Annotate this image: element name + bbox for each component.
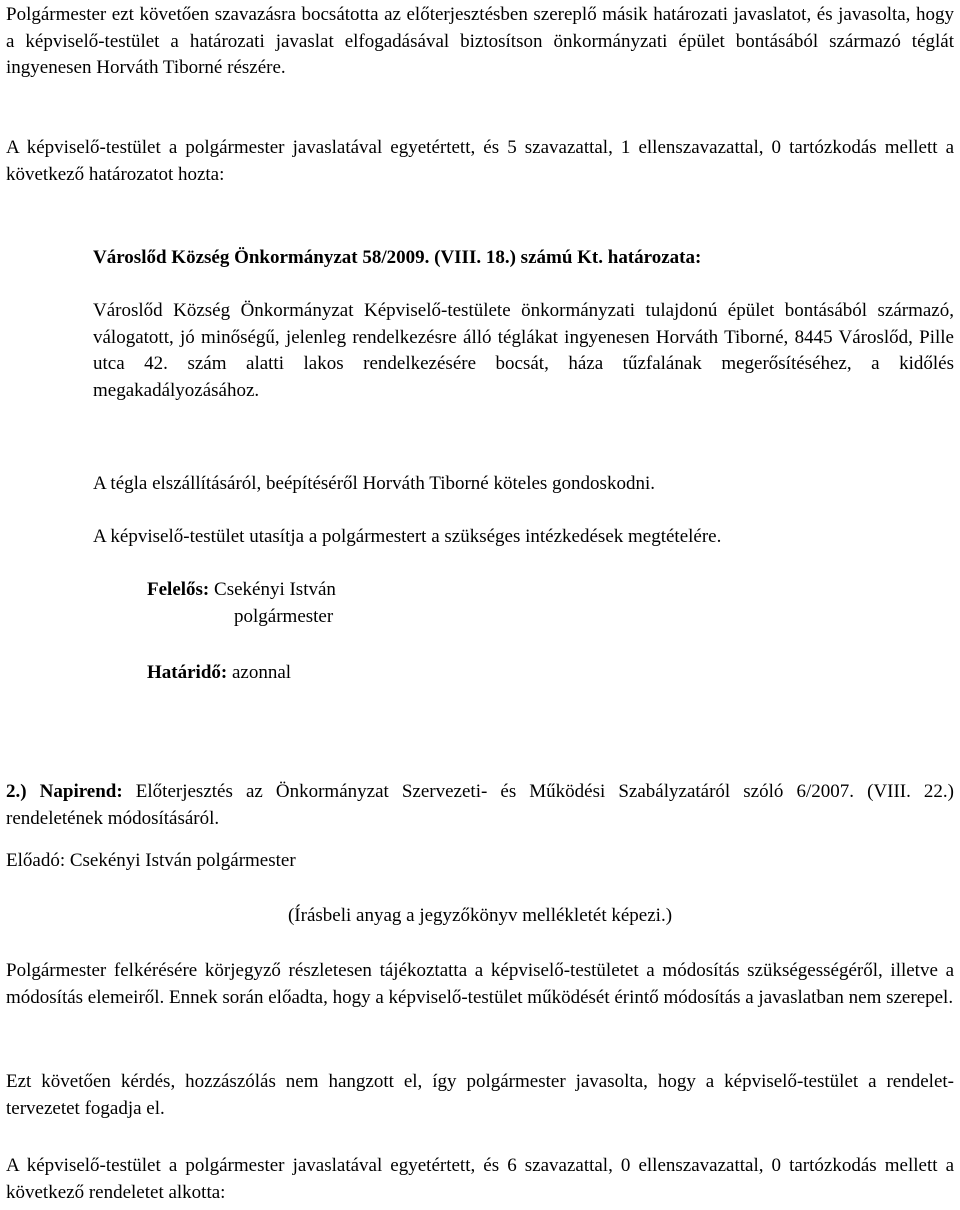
agenda-text: Előterjesztés az Önkormányzat Szervezeti- és Működési Szabályzatáról szóló 6/2007. (VIII. 22.) rendeletének módosításáról. xyxy=(6,781,954,829)
paragraph-no-questions: Ezt követően kérdés, hozzászólás nem hangzott el, így polgármester javasolta, hogy a képviselő-testület a rendelet-tervezetet fogadja el. xyxy=(6,1071,954,1119)
paragraph-vote-intro: Polgármester ezt követően szavazásra bocsátotta az előterjesztésben szereplő másik határozati javaslatot, és javasolta, hogy a képviselő-testület a határozati javaslat elfogadásával biztosítson önkormányzati épület bontásából származó téglát ingyenesen Horváth Tiborné részére. xyxy=(6,4,954,79)
deadline-value: azonnal xyxy=(227,662,292,683)
resolution-text: Városlőd Község Önkormányzat Képviselő-testülete önkormányzati tulajdonú épület bontásából származó, válogatott, jó minőségű, jelenleg rendelkezésre álló téglákat ingyenesen Horváth Tiborné, 8445 Városlőd, Pille utca 42. szám alatti lakos rendelkezésére bocsát, háza tűzfalának megerősítéséhez, a kidőlés megakadályozásához. xyxy=(93,300,954,401)
paragraph-vote-result-2: A képviselő-testület a polgármester javaslatával egyetértett, és 6 szavazattal, 0 ellenszavazattal, 0 tartózkodás mellett a következő rendeletet alkotta: xyxy=(6,1155,954,1203)
deadline-label: Határidő: xyxy=(147,662,228,683)
paragraph-notary-info: Polgármester felkérésére körjegyző részletesen tájékoztatta a képviselő-testületet a módosítás szükségességéről, illetve a módosítás elemeiről. Ennek során előadta, hogy a képviselő-testület működését érintő módosítás a javaslatban nem szerepel. xyxy=(6,960,954,1008)
responsible-name: Csekényi István xyxy=(209,579,336,600)
deadline-line xyxy=(6,660,960,687)
paragraph-vote-result: A képviselő-testület a polgármester javaslatával egyetértett, és 5 szavazattal, 1 ellenszavazattal, 0 tartózkodás mellett a következő határozatot hozta: xyxy=(6,137,954,185)
resolution-text-transport: A tégla elszállításáról, beépítéséről Horváth Tiborné köteles gondoskodni. xyxy=(93,473,655,494)
responsible-block xyxy=(6,577,960,630)
agenda-number: 2.) xyxy=(6,781,27,802)
resolution-text-instruction: A képviselő-testület utasítja a polgármestert a szükséges intézkedések megtételére. xyxy=(93,526,722,547)
responsible-role: polgármester xyxy=(234,605,334,627)
resolution-title: Városlőd Község Önkormányzat 58/2009. (VIII. 18.) számú Kt. határozata: xyxy=(93,247,702,268)
agenda-label: Napirend: xyxy=(26,781,123,802)
written-material-note: (Írásbeli anyag a jegyzőkönyv mellékletét képezi.) xyxy=(287,905,673,926)
agenda-item xyxy=(6,779,954,832)
responsible-label: Felelős: xyxy=(147,579,210,600)
presenter-line: Előadó: Csekényi István polgármester xyxy=(6,850,296,871)
